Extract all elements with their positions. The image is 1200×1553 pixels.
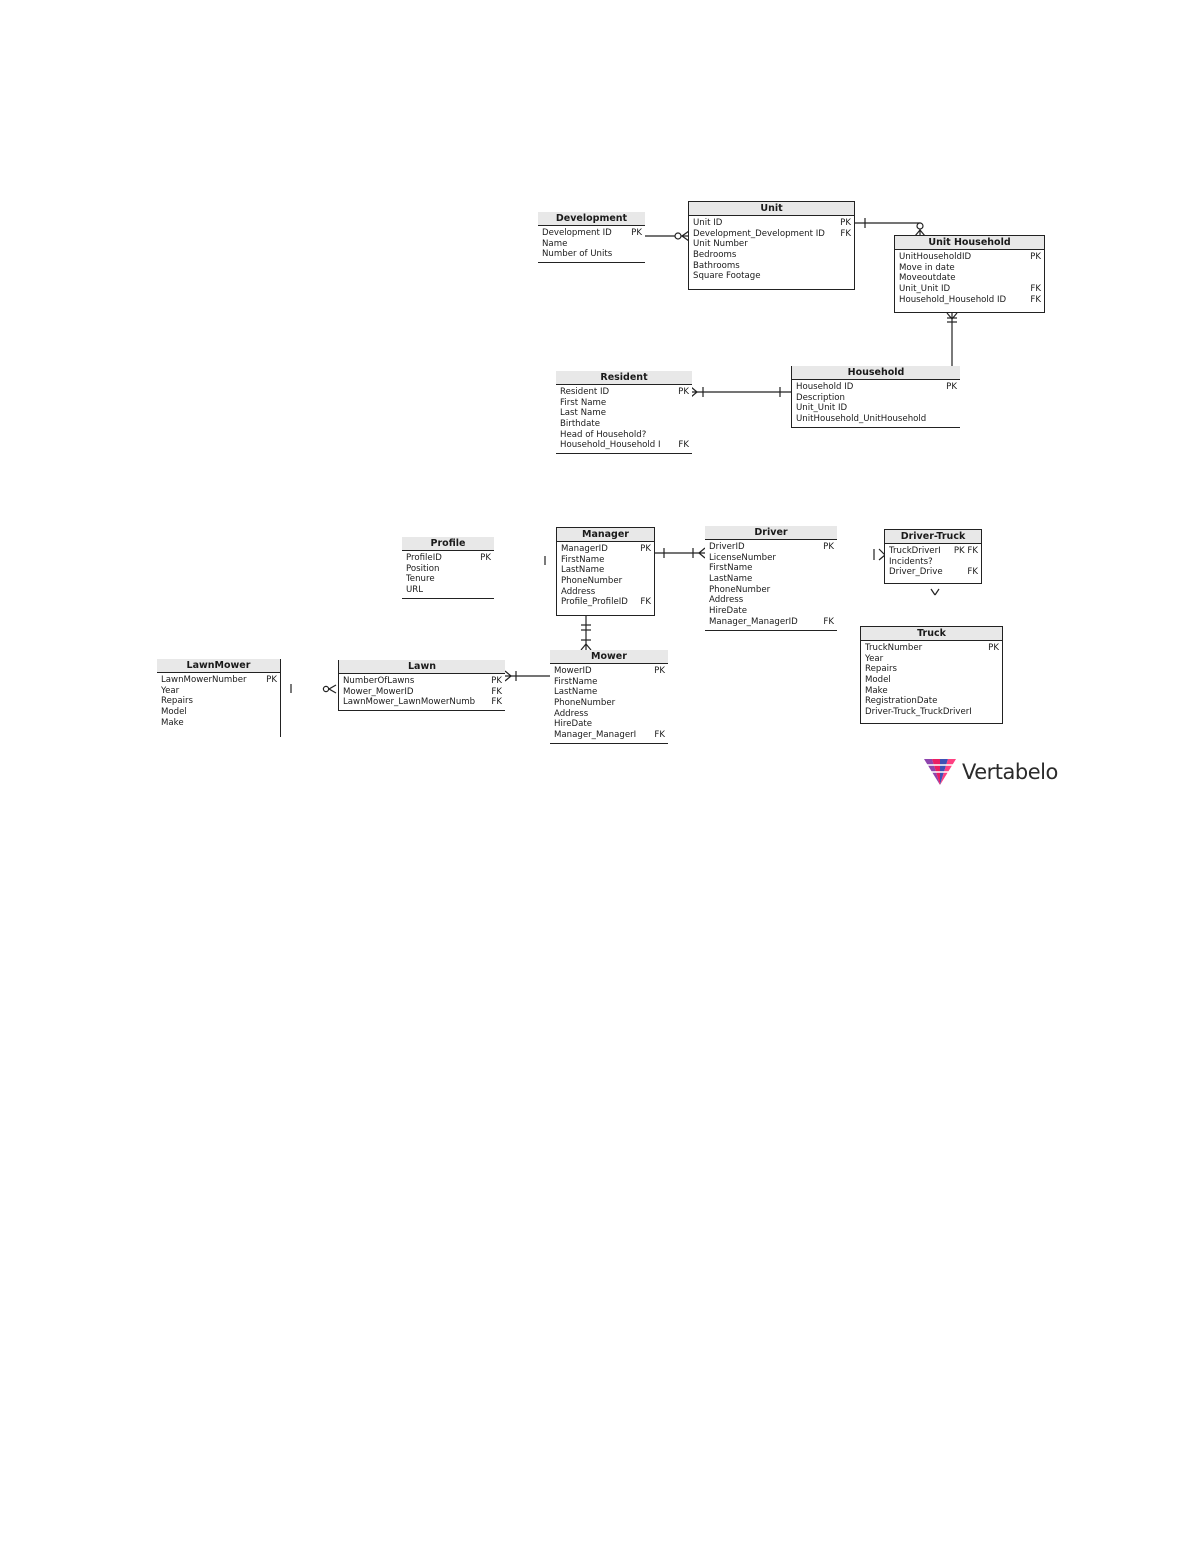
field-name: MowerID [554, 666, 592, 676]
field-key: PK [640, 544, 651, 554]
field-key: FK [491, 697, 502, 708]
field-name: Unit Number [693, 239, 748, 250]
entity-field-row[interactable] [709, 553, 834, 564]
entity-field-row[interactable] [542, 228, 642, 239]
field-name: LicenseNumber [709, 552, 776, 563]
field-name: LawnMowerNumber [161, 675, 247, 685]
field-key: FK [967, 567, 978, 578]
entity-field-row[interactable] [343, 687, 502, 698]
field-key: PK [1030, 252, 1041, 262]
field-key [273, 707, 277, 718]
entity-title: Mower [550, 650, 668, 664]
field-name: LastName [561, 565, 605, 576]
entity-field-row[interactable] [709, 617, 834, 628]
entity-field-row[interactable] [865, 696, 999, 707]
entity-fields [339, 674, 505, 710]
entity-field-row[interactable] [709, 585, 834, 596]
field-key [661, 709, 665, 720]
field-name: Unit_Unit ID [899, 284, 951, 295]
entity-field-row[interactable] [161, 696, 277, 707]
field-key [273, 686, 277, 697]
entity-fields [895, 250, 1044, 307]
field-key [487, 574, 491, 585]
entity-field-row[interactable] [709, 542, 834, 553]
field-name: LastName [554, 687, 598, 698]
field-key [830, 553, 834, 564]
field-name: Model [161, 707, 187, 718]
field-name: URL [406, 585, 424, 596]
field-name: Driver_Drive [889, 567, 943, 578]
field-name: LastName [709, 574, 753, 585]
field-key [685, 419, 689, 430]
field-name: ProfileID [406, 553, 442, 563]
rel-household-resident [691, 387, 792, 397]
field-key: PK [480, 553, 491, 563]
field-key: PK [946, 382, 957, 392]
entity-field-row[interactable] [554, 698, 665, 709]
field-key [638, 239, 642, 250]
entity-field-row[interactable] [542, 249, 642, 260]
field-name: Square Footage [693, 271, 761, 282]
entity-field-row[interactable] [554, 677, 665, 688]
entity-field-row[interactable] [865, 654, 999, 665]
rel-household-unithousehold [947, 313, 957, 366]
entity-field-row[interactable] [899, 252, 1041, 263]
field-key: FK [491, 686, 502, 697]
field-name: Make [161, 717, 184, 728]
field-name: Tenure [406, 574, 435, 585]
field-key [953, 393, 957, 404]
rel-lawnmower-lawn [291, 684, 336, 693]
rel-unit-unithousehold [855, 218, 925, 236]
entity-title: LawnMower [157, 659, 280, 673]
entity-field-row[interactable] [709, 606, 834, 617]
entity-title: Unit Household [895, 236, 1044, 250]
entity-field-row[interactable] [865, 643, 999, 654]
field-name: Address [554, 708, 589, 719]
field-name: Make [865, 685, 888, 696]
field-key: PK [266, 675, 277, 685]
field-name: Household_Household I [560, 440, 661, 451]
field-key [830, 585, 834, 596]
field-name: Household ID [796, 382, 854, 392]
entity-title: Development [538, 212, 645, 226]
field-name: Bedrooms [693, 250, 737, 261]
field-key [487, 585, 491, 596]
field-name: Manager_ManagerI [554, 730, 637, 741]
field-key: FK [654, 730, 665, 741]
entity-field-row[interactable] [554, 730, 665, 741]
field-name: Mower_MowerID [343, 686, 414, 697]
field-key [995, 664, 999, 675]
entity-fields [402, 551, 494, 598]
entity-title: Resident [556, 371, 692, 385]
field-name: Year [865, 653, 884, 664]
entity-field-row[interactable] [693, 218, 851, 229]
entity-field-row[interactable] [865, 675, 999, 686]
field-key [647, 576, 651, 587]
field-name: Incidents? [889, 556, 933, 567]
entity-field-row[interactable] [554, 719, 665, 730]
field-name: HireDate [554, 719, 593, 730]
entity-field-row[interactable] [161, 707, 277, 718]
field-key [847, 250, 851, 261]
field-key [661, 719, 665, 730]
field-key [487, 564, 491, 575]
field-name: Profile_ProfileID [561, 597, 628, 608]
field-name: Address [709, 595, 744, 606]
field-key: FK [1030, 294, 1041, 305]
entity-fields [689, 216, 854, 284]
entity-field-row[interactable] [561, 555, 651, 566]
entity-field-row[interactable] [161, 686, 277, 697]
entity-fields [557, 542, 654, 610]
field-key [685, 398, 689, 409]
entity-field-row[interactable] [796, 393, 957, 404]
field-key [830, 606, 834, 617]
entity-field-row[interactable] [560, 398, 689, 409]
field-name: Description [796, 392, 845, 403]
rel-mower-lawn [505, 671, 551, 681]
entity-unit[interactable] [688, 201, 855, 290]
field-key: FK [840, 228, 851, 239]
entity-fields [538, 226, 645, 262]
entity-field-row[interactable] [889, 557, 978, 568]
field-name: DriverID [709, 542, 745, 552]
entity-field-row[interactable] [796, 403, 957, 414]
entity-field-row[interactable] [889, 567, 978, 578]
entity-fields [550, 664, 668, 743]
entity-driver-truck[interactable] [884, 529, 982, 584]
entity-field-row[interactable] [899, 284, 1041, 295]
entity-field-row[interactable] [709, 574, 834, 585]
field-key: FK [823, 616, 834, 627]
entity-title: Truck [861, 627, 1002, 641]
field-name: FirstName [554, 676, 598, 687]
field-key [953, 414, 957, 425]
field-name: LawnMower_LawnMowerNumb [343, 697, 476, 708]
field-name: Address [561, 586, 596, 597]
vertabelo-logo-icon [922, 755, 958, 789]
entity-field-row[interactable] [560, 430, 689, 441]
field-name: Year [161, 685, 180, 696]
field-key [830, 574, 834, 585]
entity-field-row[interactable] [899, 263, 1041, 274]
field-name: Moveoutdate [899, 273, 956, 284]
field-key [953, 403, 957, 414]
field-key [1037, 263, 1041, 274]
entity-profile[interactable] [402, 537, 494, 599]
entity-field-row[interactable] [406, 585, 491, 596]
entity-development[interactable] [538, 212, 645, 263]
rel-development-unit [645, 231, 689, 241]
entity-field-row[interactable] [865, 686, 999, 697]
entity-fields [861, 641, 1002, 720]
field-key [661, 687, 665, 698]
entity-field-row[interactable] [561, 544, 651, 555]
entity-field-row[interactable] [796, 414, 957, 425]
entity-field-row[interactable] [406, 553, 491, 564]
field-key [847, 271, 851, 282]
field-key [647, 565, 651, 576]
entity-field-row[interactable] [554, 687, 665, 698]
entity-field-row[interactable] [693, 239, 851, 250]
field-name: Position [406, 563, 440, 574]
field-key [685, 430, 689, 441]
field-name: PhoneNumber [561, 576, 623, 587]
field-name: ManagerID [561, 544, 608, 554]
field-key: PK [988, 643, 999, 653]
field-name: TruckDriverI [889, 546, 941, 556]
entity-title: Household [792, 366, 960, 380]
field-name: Unit_Unit ID [796, 403, 848, 414]
field-key [995, 696, 999, 707]
field-key: FK [1030, 284, 1041, 295]
entity-fields [885, 544, 981, 580]
field-key [273, 696, 277, 707]
field-key: FK [640, 597, 651, 608]
entity-lawn[interactable] [338, 660, 505, 711]
field-name: Last Name [560, 408, 606, 419]
entity-title: Unit [689, 202, 854, 216]
entity-field-row[interactable] [865, 664, 999, 675]
entity-field-row[interactable] [161, 718, 277, 729]
entity-truck[interactable] [860, 626, 1003, 724]
field-key [830, 563, 834, 574]
field-name: Manager_ManagerID [709, 616, 798, 627]
field-name: FirstName [709, 563, 753, 574]
entity-field-row[interactable] [343, 676, 502, 687]
entity-field-row[interactable] [693, 271, 851, 282]
field-key: PK [823, 542, 834, 552]
entity-driver[interactable] [705, 526, 837, 631]
field-name: UnitHouseholdID [899, 252, 972, 262]
field-key: FK [678, 440, 689, 451]
field-key [830, 595, 834, 606]
entity-title: Profile [402, 537, 494, 551]
entity-field-row[interactable] [865, 707, 999, 718]
entity-field-row[interactable] [899, 273, 1041, 284]
entity-lawnmower[interactable] [157, 659, 281, 737]
field-name: Household_Household ID [899, 294, 1007, 305]
field-name: Repairs [865, 664, 897, 675]
entity-field-row[interactable] [561, 576, 651, 587]
entity-field-row[interactable] [406, 564, 491, 575]
entity-field-row[interactable] [709, 563, 834, 574]
field-name: PhoneNumber [554, 698, 616, 709]
entity-field-row[interactable] [161, 675, 277, 686]
field-name: Number of Units [542, 249, 613, 260]
field-name: FirstName [561, 554, 605, 565]
field-name: Head of Household? [560, 429, 647, 440]
entity-unit-household[interactable] [894, 235, 1045, 313]
field-name: PhoneNumber [709, 584, 771, 595]
field-name: Driver-Truck_TruckDriverI [865, 707, 972, 718]
entity-field-row[interactable] [554, 666, 665, 677]
entity-field-row[interactable] [561, 587, 651, 598]
entity-title: Lawn [339, 660, 505, 674]
field-key [661, 677, 665, 688]
entity-fields [792, 380, 960, 427]
field-key: PK [840, 218, 851, 228]
field-name: RegistrationDate [865, 696, 938, 707]
entity-field-row[interactable] [554, 709, 665, 720]
field-name: Move in date [899, 262, 955, 273]
field-name: Resident ID [560, 387, 610, 397]
field-key [995, 675, 999, 686]
field-name: First Name [560, 397, 607, 408]
field-key [1037, 273, 1041, 284]
entity-field-row[interactable] [560, 387, 689, 398]
entity-field-row[interactable] [406, 574, 491, 585]
field-key [638, 249, 642, 260]
field-name: UnitHousehold_UnitHousehold [796, 414, 927, 425]
field-name: Development_Development ID [693, 228, 825, 239]
entity-mower[interactable] [550, 650, 668, 744]
field-name: Birthdate [560, 419, 601, 430]
entity-fields [157, 673, 280, 730]
entity-title: Driver-Truck [885, 530, 981, 544]
entity-field-row[interactable] [561, 565, 651, 576]
entity-field-row[interactable] [709, 595, 834, 606]
entity-field-row[interactable] [693, 229, 851, 240]
field-key: PK [654, 666, 665, 676]
field-key: PK [678, 387, 689, 397]
field-key [995, 707, 999, 718]
entity-manager[interactable] [556, 527, 655, 616]
field-name: Unit ID [693, 218, 723, 228]
field-key [273, 718, 277, 729]
field-name: Development ID [542, 228, 612, 238]
entity-field-row[interactable] [542, 239, 642, 250]
field-key [661, 698, 665, 709]
entity-field-row[interactable] [693, 250, 851, 261]
field-name: Name [542, 238, 568, 249]
entity-fields [705, 540, 837, 630]
field-key [647, 587, 651, 598]
field-key [847, 261, 851, 272]
field-name: Bathrooms [693, 260, 740, 271]
entity-resident[interactable] [556, 371, 692, 454]
entity-household[interactable] [791, 366, 960, 428]
entity-field-row[interactable] [889, 546, 978, 557]
rel-manager-mower [581, 616, 591, 650]
field-name: Model [865, 675, 891, 686]
field-key [995, 686, 999, 697]
entity-field-row[interactable] [560, 408, 689, 419]
field-key [647, 555, 651, 566]
entity-field-row[interactable] [899, 295, 1041, 306]
field-name: NumberOfLawns [343, 676, 415, 686]
entity-title: Driver [705, 526, 837, 540]
entity-field-row[interactable] [693, 261, 851, 272]
rel-manager-driver [655, 548, 705, 558]
field-name: HireDate [709, 606, 748, 617]
entity-field-row[interactable] [796, 382, 957, 393]
field-name: Repairs [161, 696, 193, 707]
entity-field-row[interactable] [560, 440, 689, 451]
entity-field-row[interactable] [560, 419, 689, 430]
entity-field-row[interactable] [343, 697, 502, 708]
field-key: PK [491, 676, 502, 686]
field-key [847, 239, 851, 250]
field-key [974, 557, 978, 568]
entity-field-row[interactable] [561, 597, 651, 608]
field-key [685, 408, 689, 419]
field-key: PK [631, 228, 642, 238]
field-key: PK FK [953, 546, 978, 556]
field-key [995, 654, 999, 665]
field-name: TruckNumber [865, 643, 923, 653]
entity-title: Manager [557, 528, 654, 542]
entity-fields [556, 385, 692, 453]
vertabelo-logo [922, 753, 1062, 791]
vertabelo-logo-text: Vertabelo [962, 760, 1058, 784]
